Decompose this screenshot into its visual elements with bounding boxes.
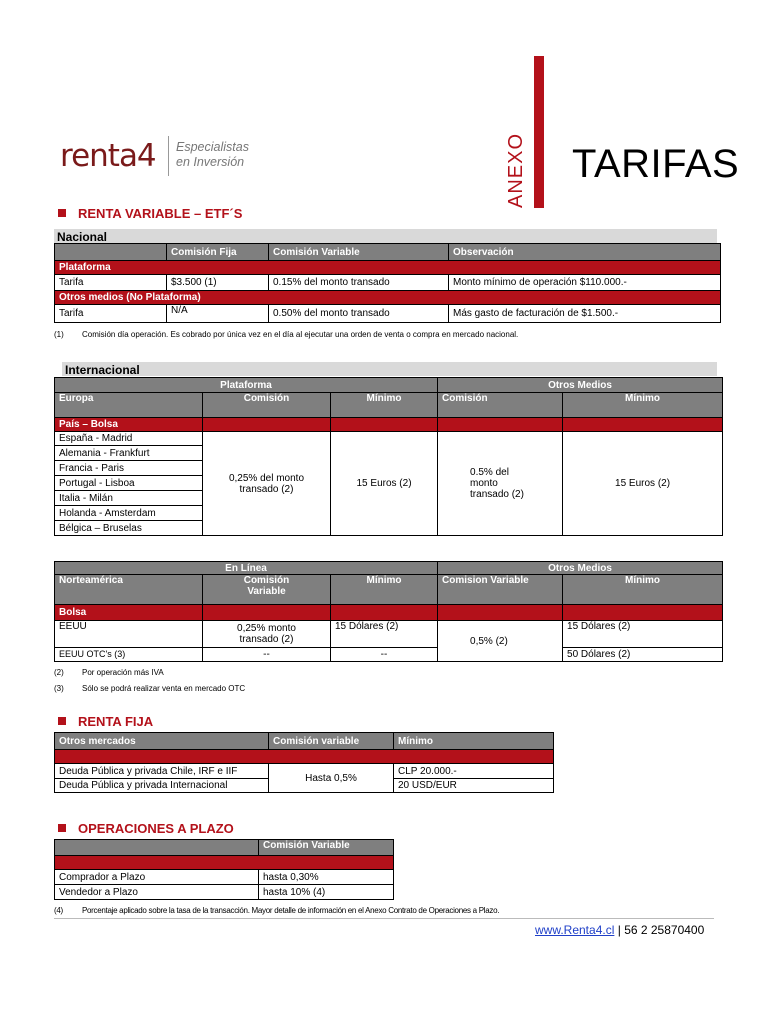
note-1-num: (1) [54, 330, 64, 339]
nacional-r1-c2: 0.15% del monto transado [269, 275, 449, 291]
header-red-bar [534, 56, 544, 208]
na-r2-c4: 50 Dólares (2) [563, 648, 723, 662]
na-header-2: Mínimo [331, 575, 438, 605]
note-1 [54, 330, 518, 339]
intl-group-plataforma: Plataforma [55, 378, 438, 393]
intl-section-blank-4 [563, 418, 723, 432]
rf-header-0: Otros mercados [55, 733, 269, 750]
intl-otros-minimo: 15 Euros (2) [563, 432, 723, 536]
footer [535, 923, 704, 937]
intl-section-blank-2 [331, 418, 438, 432]
note-2-text: Por operación más IVA [82, 668, 164, 677]
intl-header-2: Mínimo [331, 393, 438, 418]
plazo-red-row [55, 856, 394, 870]
bullet-icon [58, 717, 66, 725]
note-2 [54, 668, 164, 677]
rf-r1-c1: Hasta 0,5% [269, 764, 394, 793]
note-4 [54, 906, 499, 915]
plazo-header-0 [55, 840, 259, 856]
section-renta-variable-title: RENTA VARIABLE – ETF´S [78, 206, 243, 221]
plazo-r2-c0: Vendedor a Plazo [55, 885, 259, 900]
section-renta-fija [58, 714, 153, 729]
intl-country-6: Bélgica – Bruselas [55, 521, 203, 536]
na-r2-c0: EEUU OTC's (3) [55, 648, 203, 662]
bullet-icon [58, 824, 66, 832]
plazo-r1-c1: hasta 0,30% [259, 870, 394, 885]
note-2-num: (2) [54, 668, 64, 677]
nacional-otros-row: Otros medios (No Plataforma) [55, 291, 721, 305]
rf-header-1: Comisión variable [269, 733, 394, 750]
nacional-r2-c2: 0.50% del monto transado [269, 305, 449, 323]
footer-separator: | [617, 923, 621, 937]
note-3 [54, 684, 245, 693]
na-header-1: Comisión Variable [203, 575, 331, 605]
note-4-text: Porcentaje aplicado sobre la tasa de la transacción. Mayor detalle de información en el Anexo Contrato de Operaciones a Plazo. [82, 906, 500, 915]
na-r1-c0: EEUU [55, 621, 203, 648]
na-r1-c2: 15 Dólares (2) [331, 621, 438, 648]
na-r2-c1: -- [203, 648, 331, 662]
na-section-blank-3 [438, 605, 563, 621]
nacional-header-0 [55, 244, 167, 261]
bullet-icon [58, 209, 66, 217]
nacional-header-1: Comisión Fija [167, 244, 269, 261]
intl-header-3: Comisión [438, 393, 563, 418]
note-3-num: (3) [54, 684, 64, 693]
nacional-r2-c3: Más gasto de facturación de $1.500.- [449, 305, 721, 323]
footer-divider [54, 918, 714, 919]
na-group-enlinea: En Línea [55, 562, 438, 575]
intl-header-0: Europa [55, 393, 203, 418]
na-r1-c4: 15 Dólares (2) [563, 621, 723, 648]
nacional-r1-c1: $3.500 (1) [167, 275, 269, 291]
rf-r2-c2: 20 USD/EUR [394, 779, 554, 793]
note-4-num: (4) [54, 906, 63, 915]
nacional-table [54, 243, 721, 323]
section-plazo-title: OPERACIONES A PLAZO [78, 821, 234, 836]
intl-plat-minimo: 15 Euros (2) [331, 432, 438, 536]
footer-website-link[interactable]: www.Renta4.cl [535, 923, 615, 937]
logo-tagline [176, 140, 249, 170]
intl-country-2: Francia - Paris [55, 461, 203, 476]
internacional-bar: Internacional [62, 362, 717, 376]
nacional-header-2: Comisión Variable [269, 244, 449, 261]
rf-r1-c2: CLP 20.000.- [394, 764, 554, 779]
na-section-blank-2 [331, 605, 438, 621]
logo-separator [168, 136, 169, 176]
rf-r1-c0: Deuda Pública y privada Chile, IRF e IIF [55, 764, 269, 779]
na-section-row: Bolsa [55, 605, 203, 621]
intl-plat-comision: 0,25% del monto transado (2) [203, 432, 331, 536]
logo: renta4 [60, 138, 156, 174]
na-header-3: Comision Variable [438, 575, 563, 605]
nacional-r2-c1: N/A [167, 305, 269, 323]
intl-country-3: Portugal - Lisboa [55, 476, 203, 491]
na-header-0: Norteamérica [55, 575, 203, 605]
nacional-r1-c3: Monto mínimo de operación $110.000.- [449, 275, 721, 291]
intl-section-blank-1 [203, 418, 331, 432]
na-group-otros: Otros Medios [438, 562, 723, 575]
rf-red-row [55, 750, 554, 764]
renta-fija-table [54, 732, 554, 793]
na-r1-c1: 0,25% monto transado (2) [203, 621, 331, 648]
intl-section-row: País – Bolsa [55, 418, 203, 432]
logo-tagline-line2: en Inversión [176, 155, 245, 169]
anexo-label: ANEXO [505, 132, 527, 208]
intl-section-blank-3 [438, 418, 563, 432]
na-r1-c3: 0,5% (2) [438, 621, 563, 662]
intl-country-0: España - Madrid [55, 432, 203, 446]
note-1-text: Comisión día operación. Es cobrado por única vez en el día al ejecutar una orden de venta o compra en mercado nacional. [82, 330, 519, 339]
plazo-header-1: Comisión Variable [259, 840, 394, 856]
plazo-r1-c0: Comprador a Plazo [55, 870, 259, 885]
note-3-text: Sólo se podrá realizar venta en mercado OTC [82, 684, 246, 693]
intl-country-5: Holanda - Amsterdam [55, 506, 203, 521]
intl-group-otros: Otros Medios [438, 378, 723, 393]
intl-header-4: Mínimo [563, 393, 723, 418]
norteamerica-table [54, 561, 723, 662]
rf-r2-c0: Deuda Pública y privada Internacional [55, 779, 269, 793]
intl-country-1: Alemania - Frankfurt [55, 446, 203, 461]
nacional-r1-c0: Tarifa [55, 275, 167, 291]
section-renta-variable [58, 206, 242, 221]
nacional-r2-c0: Tarifa [55, 305, 167, 323]
na-section-blank-1 [203, 605, 331, 621]
section-plazo [58, 821, 234, 836]
plazo-table [54, 839, 394, 900]
intl-otros-comision: 0.5% del monto transado (2) [438, 432, 563, 536]
rf-header-2: Mínimo [394, 733, 554, 750]
internacional-table [54, 377, 723, 536]
nacional-header-3: Observación [449, 244, 721, 261]
section-renta-fija-title: RENTA FIJA [78, 714, 154, 729]
na-section-blank-4 [563, 605, 723, 621]
intl-country-4: Italia - Milán [55, 491, 203, 506]
intl-header-1: Comisión [203, 393, 331, 418]
na-header-4: Mínimo [563, 575, 723, 605]
nacional-bar: Nacional [54, 229, 717, 243]
logo-tagline-line1: Especialistas [176, 140, 249, 154]
plazo-r2-c1: hasta 10% (4) [259, 885, 394, 900]
page-title: TARIFAS [572, 142, 740, 186]
na-r2-c2: -- [331, 648, 438, 662]
footer-phone: 56 2 25870400 [624, 923, 705, 937]
nacional-plataforma-row: Plataforma [55, 261, 721, 275]
